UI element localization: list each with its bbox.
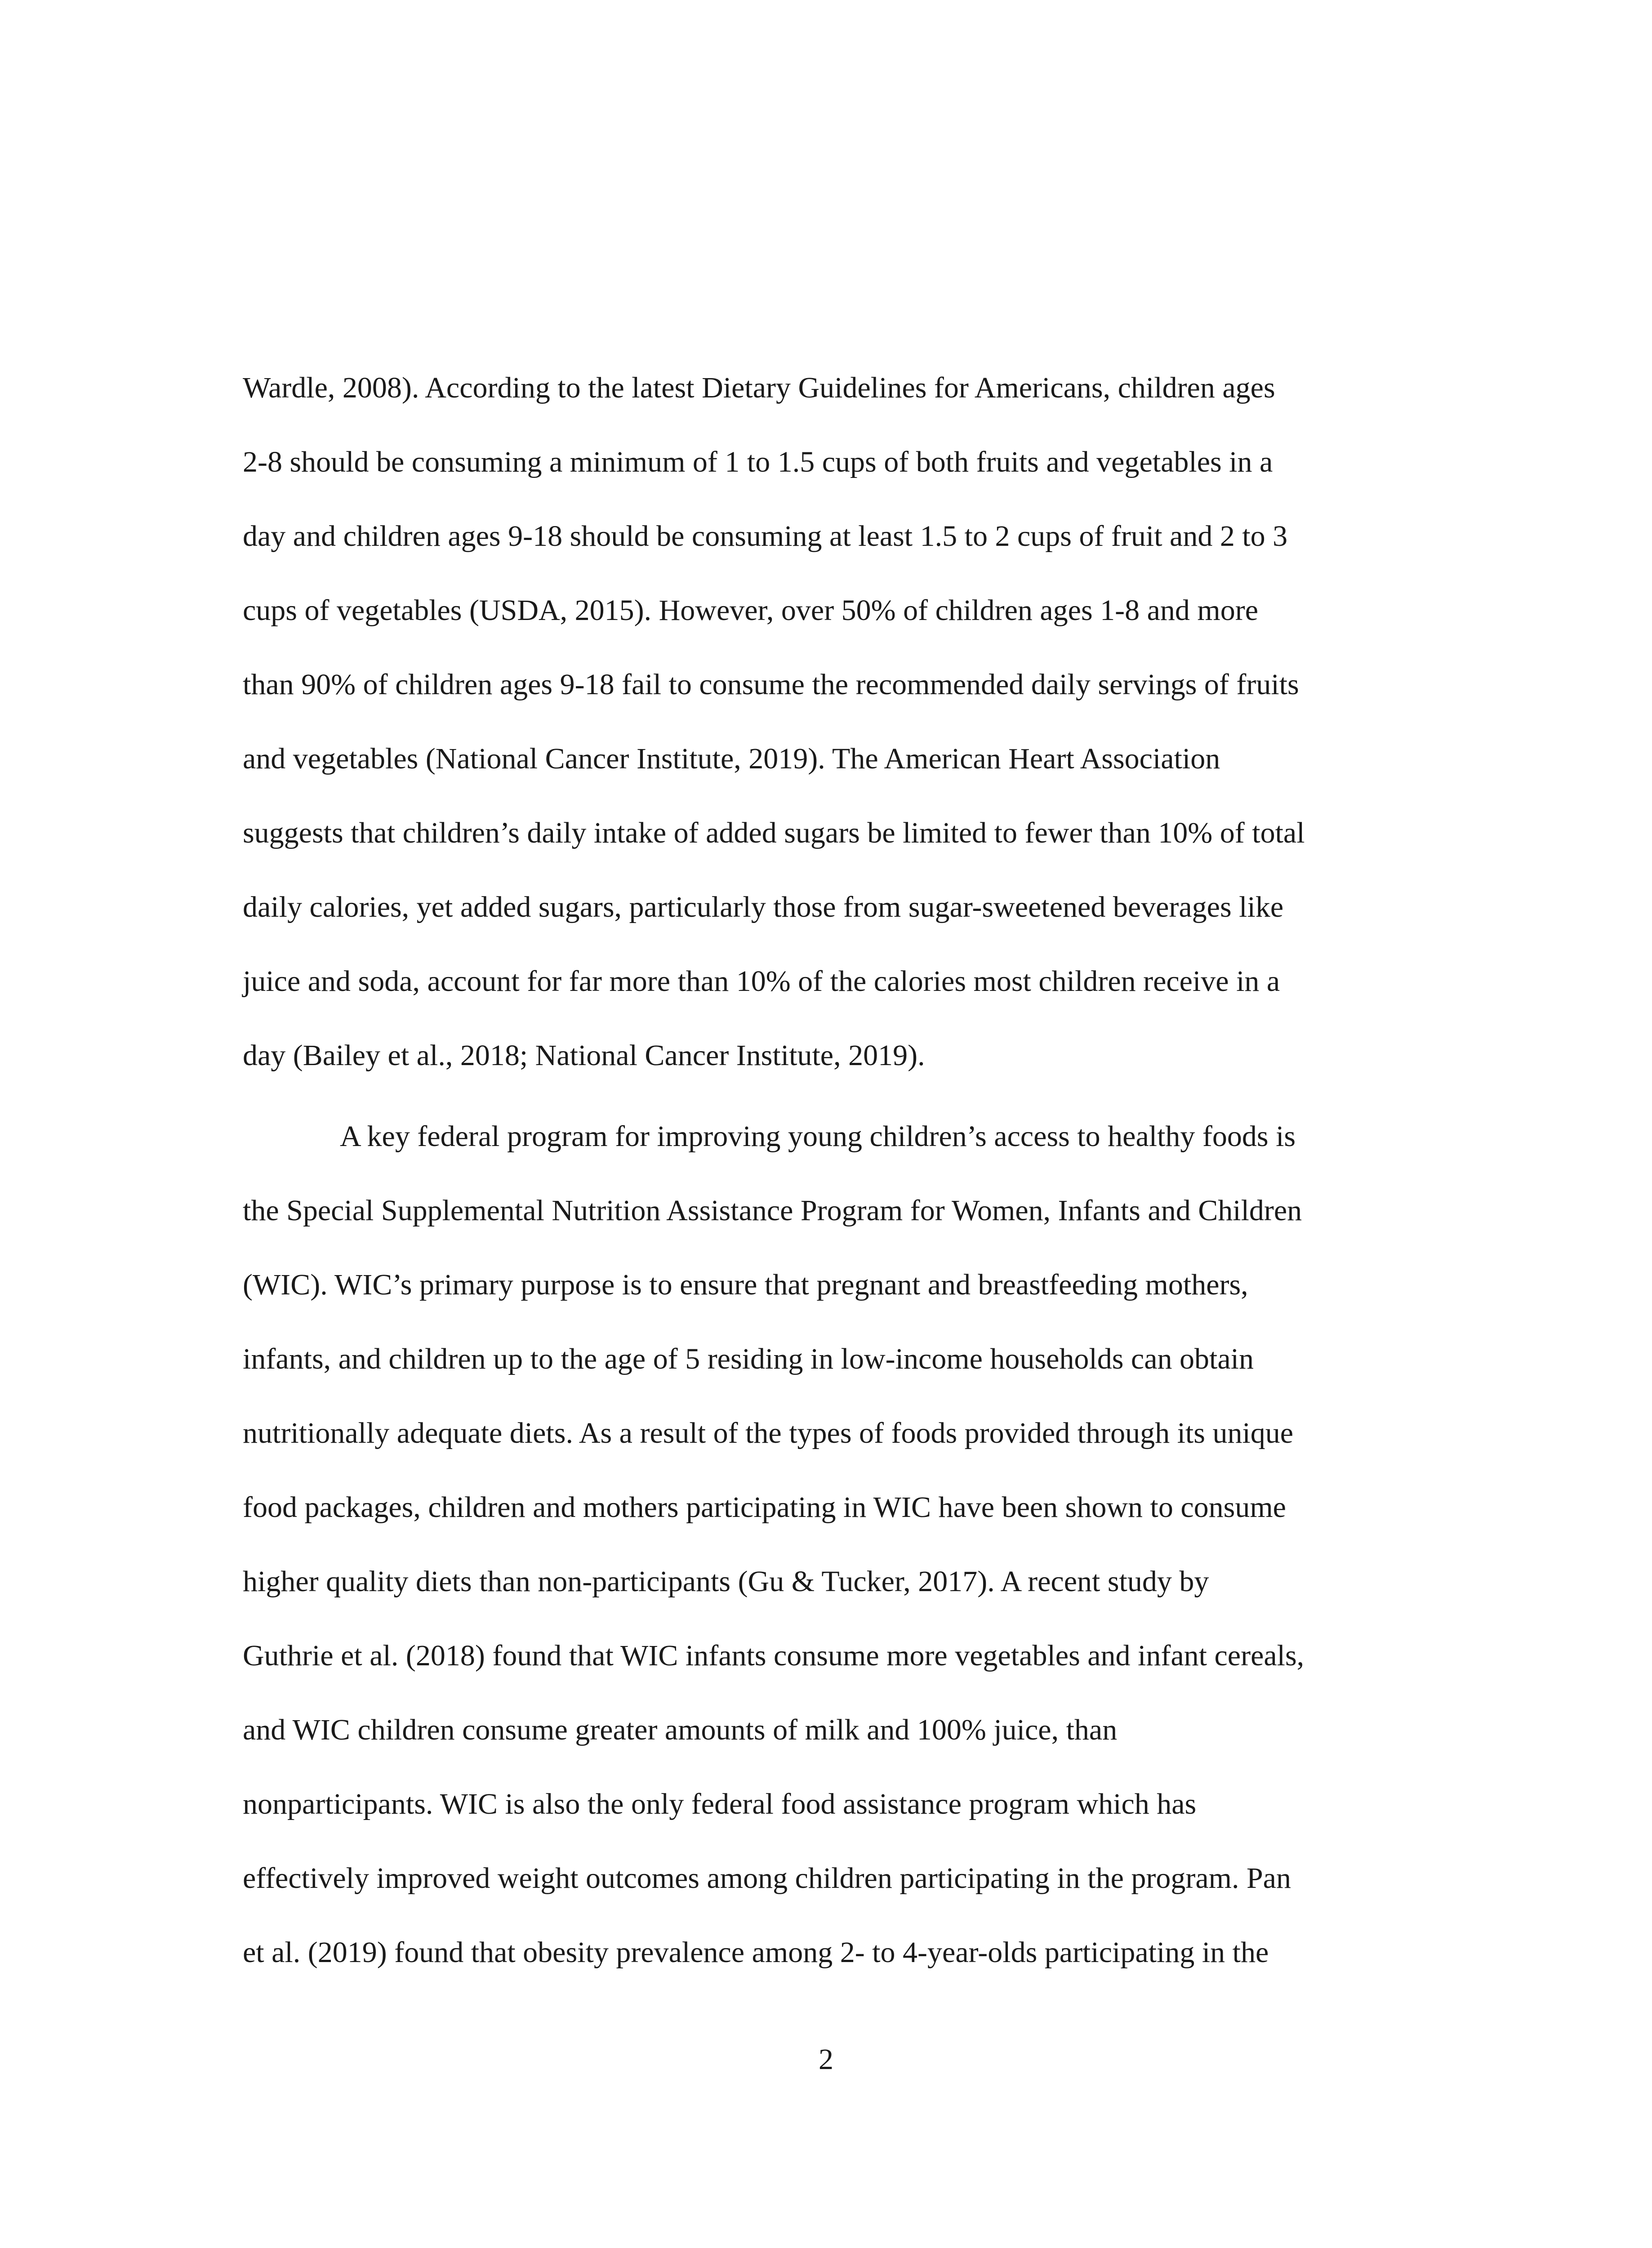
page-number: 2 xyxy=(819,2043,833,2076)
paragraph-2-line-7: higher quality diets than non-participants (Gu & Tucker, 2017). A recent study by xyxy=(243,1565,1209,1598)
paragraph-1-line-5: than 90% of children ages 9-18 fail to consume the recommended daily servings of fruits xyxy=(243,668,1299,701)
paragraph-2-line-1: A key federal program for improving young children’s access to healthy foods is xyxy=(340,1120,1296,1153)
paragraph-2-line-6: food packages, children and mothers participating in WIC have been shown to consume xyxy=(243,1491,1286,1524)
paragraph-2-line-5: nutritionally adequate diets. As a result of the types of foods provided through its unique xyxy=(243,1417,1294,1450)
paragraph-1-line-8: daily calories, yet added sugars, particularly those from sugar-sweetened beverages like xyxy=(243,891,1284,923)
paragraph-1-line-6: and vegetables (National Cancer Institute, 2019). The American Heart Association xyxy=(243,742,1220,775)
paragraph-2-line-8: Guthrie et al. (2018) found that WIC infants consume more vegetables and infant cereals, xyxy=(243,1639,1305,1672)
paragraph-1-line-3: day and children ages 9-18 should be consuming at least 1.5 to 2 cups of fruit and 2 to 3 xyxy=(243,520,1288,553)
paragraph-2-line-3: (WIC). WIC’s primary purpose is to ensure that pregnant and breastfeeding mothers, xyxy=(243,1268,1248,1301)
paragraph-1-line-4: cups of vegetables (USDA, 2015). However, over 50% of children ages 1-8 and more xyxy=(243,594,1259,627)
paragraph-1-line-2: 2-8 should be consuming a minimum of 1 to 1.5 cups of both fruits and vegetables in a xyxy=(243,446,1273,478)
paragraph-1-line-9: juice and soda, account for far more than 10% of the calories most children receive in a xyxy=(243,965,1280,998)
paragraph-2-line-4: infants, and children up to the age of 5 residing in low-income households can obtain xyxy=(243,1343,1254,1375)
paragraph-2-line-10: nonparticipants. WIC is also the only federal food assistance program which has xyxy=(243,1788,1197,1820)
paragraph-2-line-2: the Special Supplemental Nutrition Assistance Program for Women, Infants and Children xyxy=(243,1194,1302,1227)
paragraph-2-line-9: and WIC children consume greater amounts of milk and 100% juice, than xyxy=(243,1713,1118,1746)
paragraph-2-line-11: effectively improved weight outcomes among children participating in the program. Pan xyxy=(243,1862,1291,1895)
paragraph-1-line-1: Wardle, 2008). According to the latest Dietary Guidelines for Americans, children ages xyxy=(243,371,1275,404)
paragraph-2-line-12: et al. (2019) found that obesity prevalence among 2- to 4-year-olds participating in the xyxy=(243,1936,1269,1969)
paragraph-1-line-10: day (Bailey et al., 2018; National Cancer Institute, 2019). xyxy=(243,1039,925,1072)
paragraph-1-line-7: suggests that children’s daily intake of added sugars be limited to fewer than 10% of total xyxy=(243,816,1305,849)
